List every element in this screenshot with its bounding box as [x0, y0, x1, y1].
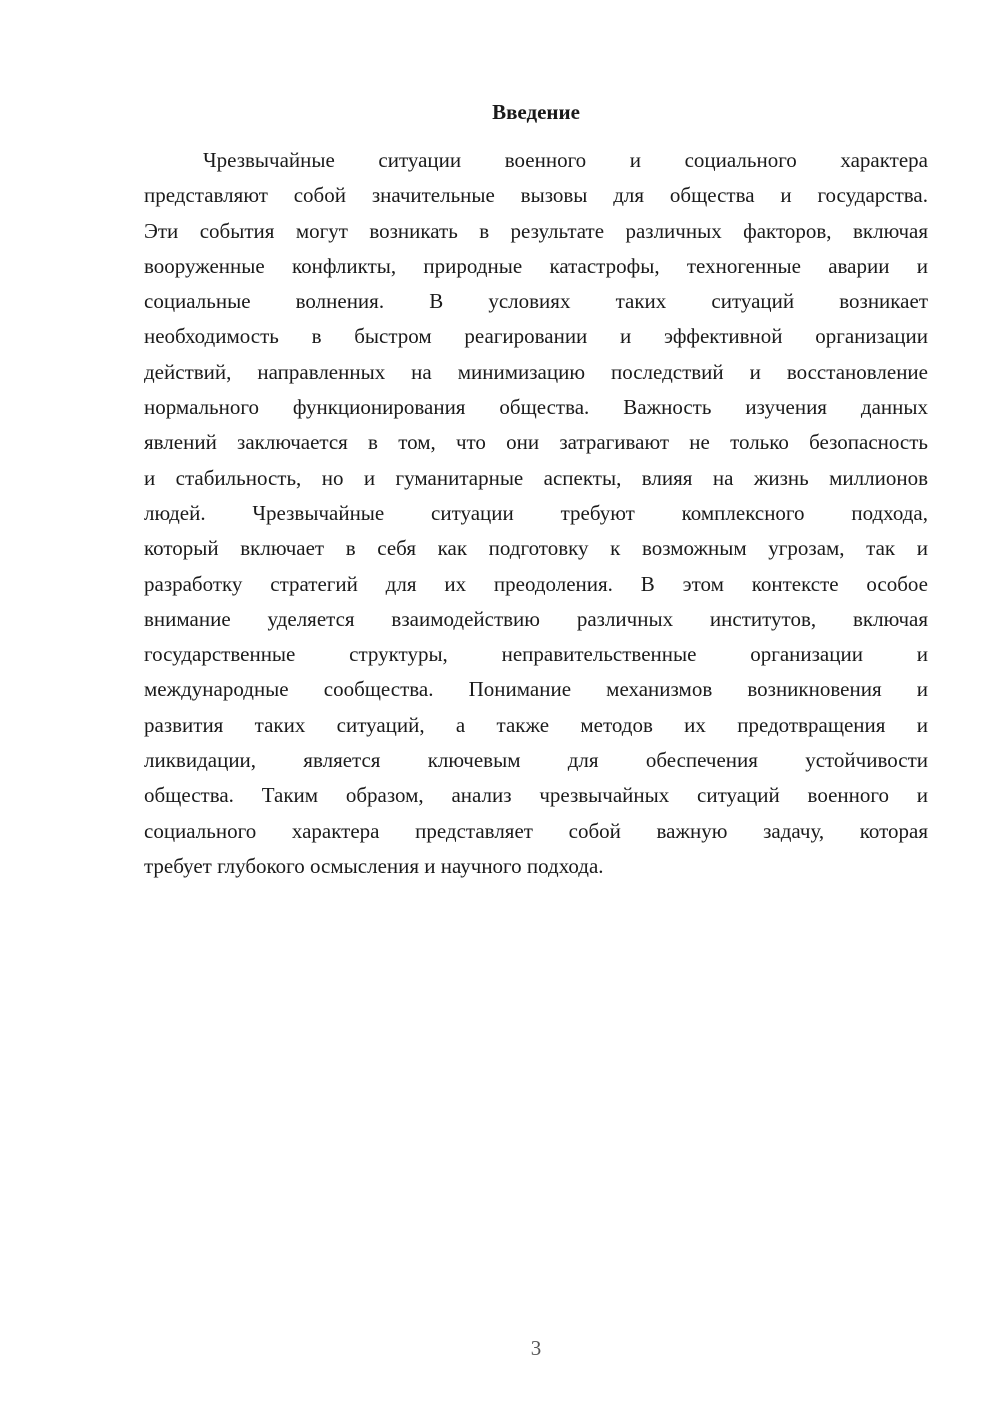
paragraph-line: действий, направленных на минимизацию последствий и восстановление — [144, 359, 928, 384]
paragraph-line: государственные структуры, неправительственные организации и — [144, 642, 928, 667]
paragraph-line: нормального функционирования общества. Важность изучения данных — [144, 395, 928, 420]
paragraph-line: явлений заключается в том, что они затрагивают не только безопасность — [144, 430, 928, 455]
paragraph-line: развития таких ситуаций, а также методов их предотвращения и — [144, 712, 928, 737]
paragraph-line: международные сообщества. Понимание механизмов возникновения и — [144, 677, 928, 702]
paragraph-line: вооруженные конфликты, природные катастрофы, техногенные аварии и — [144, 253, 928, 278]
paragraph-line: общества. Таким образом, анализ чрезвычайных ситуаций военного и — [144, 783, 928, 808]
paragraph-line: социального характера представляет собой важную задачу, которая — [144, 818, 928, 843]
paragraph-line: внимание уделяется взаимодействию различных институтов, включая — [144, 606, 928, 631]
paragraph-line: представляют собой значительные вызовы для общества и государства. — [144, 183, 928, 208]
paragraph-line: необходимость в быстром реагировании и эффективной организации — [144, 324, 928, 349]
paragraph-line: который включает в себя как подготовку к возможным угрозам, так и — [144, 536, 928, 561]
paragraph-line: и стабильность, но и гуманитарные аспекты, влияя на жизнь миллионов — [144, 465, 928, 490]
paragraph-line: разработку стратегий для их преодоления. В этом контексте особое — [144, 571, 928, 596]
paragraph-line: требует глубокого осмысления и научного подхода. — [144, 853, 604, 878]
paragraph-line: социальные волнения. В условиях таких ситуаций возникает — [144, 289, 928, 314]
page-number: 3 — [530, 1336, 542, 1360]
section-heading: Введение — [492, 100, 580, 124]
body-paragraph — [144, 143, 928, 884]
paragraph-line: Эти события могут возникать в результате различных факторов, включая — [144, 218, 928, 243]
paragraph-line: Чрезвычайные ситуации военного и социального характера — [203, 148, 928, 172]
paragraph-line: людей. Чрезвычайные ситуации требуют комплексного подхода, — [144, 500, 928, 525]
paragraph-line: ликвидации, является ключевым для обеспечения устойчивости — [144, 748, 928, 773]
